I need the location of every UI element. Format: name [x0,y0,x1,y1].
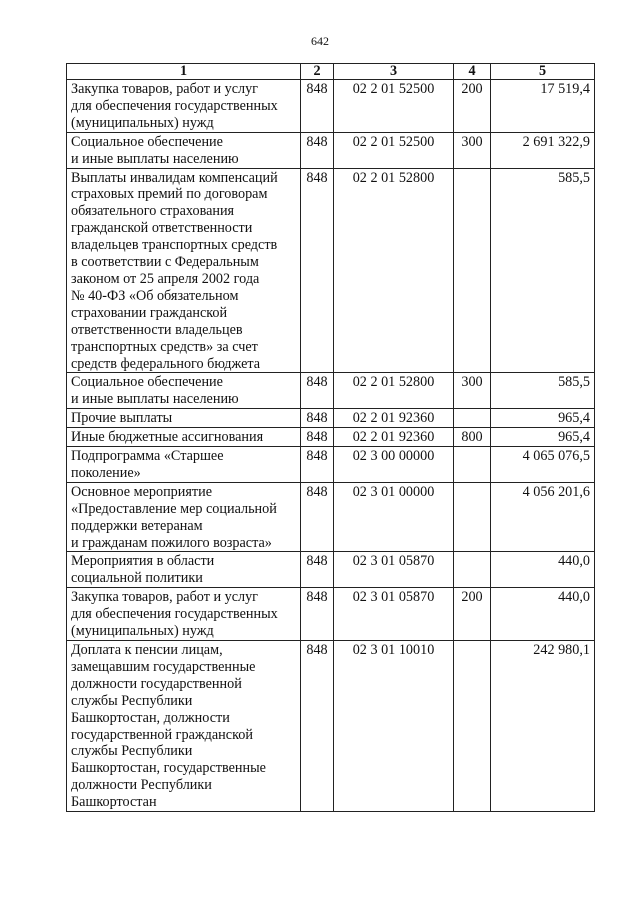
table-row [67,447,595,483]
row-vr: 200 [454,80,491,133]
column-header-name: 1 [67,64,301,80]
row-amount: 965,4 [491,409,595,428]
row-vr: 800 [454,428,491,447]
row-name: Мероприятия в области социальной политики [67,552,301,588]
row-csr: 02 2 01 52800 [334,168,454,373]
table-row [67,168,595,373]
column-header-vr: 4 [454,64,491,80]
row-vr [454,552,491,588]
row-name: Социальное обеспечение и иные выплаты населению [67,373,301,409]
row-amount: 4 056 201,6 [491,482,595,552]
row-csr: 02 2 01 52800 [334,373,454,409]
row-csr: 02 2 01 52500 [334,80,454,133]
row-grbs: 848 [301,373,334,409]
table-row [67,409,595,428]
row-name: Социальное обеспечение и иные выплаты населению [67,132,301,168]
row-grbs: 848 [301,588,334,641]
row-grbs: 848 [301,482,334,552]
row-grbs: 848 [301,168,334,373]
row-amount: 585,5 [491,373,595,409]
row-grbs: 848 [301,552,334,588]
row-amount: 440,0 [491,588,595,641]
row-vr: 200 [454,588,491,641]
row-grbs: 848 [301,428,334,447]
row-name: Закупка товаров, работ и услуг для обеспечения государственных (муниципальных) нужд [67,80,301,133]
table-row [67,482,595,552]
row-amount: 242 980,1 [491,641,595,812]
row-name: Иные бюджетные ассигнования [67,428,301,447]
row-vr [454,447,491,483]
row-amount: 2 691 322,9 [491,132,595,168]
column-header-amount: 5 [491,64,595,80]
row-csr: 02 3 01 00000 [334,482,454,552]
column-header-csr: 3 [334,64,454,80]
row-amount: 17 519,4 [491,80,595,133]
row-amount: 965,4 [491,428,595,447]
row-name: Выплаты инвалидам компенсаций страховых премий по договорам обязательного страхования гражданской ответственности владельцев транспортных средств в соответствии с Федеральным законом от 25 апреля 2002 года № 40-ФЗ «Об обязательном страховании гражданской ответственности владельцев транспортных средств» за счет средств федерального бюджета [67,168,301,373]
row-grbs: 848 [301,409,334,428]
row-vr: 300 [454,373,491,409]
table-row [67,80,595,133]
table-row [67,132,595,168]
row-vr [454,409,491,428]
row-name: Основное мероприятие «Предоставление мер социальной поддержки ветеранам и гражданам пожилого возраста» [67,482,301,552]
row-csr: 02 2 01 52500 [334,132,454,168]
page-number: 642 [311,34,329,48]
row-grbs: 848 [301,132,334,168]
row-amount: 4 065 076,5 [491,447,595,483]
row-csr: 02 2 01 92360 [334,428,454,447]
table-row [67,588,595,641]
row-amount: 585,5 [491,168,595,373]
row-vr [454,641,491,812]
table-row [67,428,595,447]
row-name: Доплата к пенсии лицам, замещавшим государственные должности государственной службы Республики Башкортостан, должности государственной гражданской службы Республики Башкортостан, государственные должности Республики Башкортостан [67,641,301,812]
row-csr: 02 3 01 05870 [334,552,454,588]
row-csr: 02 3 01 10010 [334,641,454,812]
table-row [67,641,595,812]
table-header-row [67,64,595,80]
row-grbs: 848 [301,641,334,812]
row-csr: 02 3 00 00000 [334,447,454,483]
budget-table [66,63,595,812]
row-grbs: 848 [301,80,334,133]
row-name: Закупка товаров, работ и услуг для обеспечения государственных (муниципальных) нужд [67,588,301,641]
row-vr [454,482,491,552]
row-csr: 02 3 01 05870 [334,588,454,641]
row-vr: 300 [454,132,491,168]
column-header-grbs: 2 [301,64,334,80]
row-name: Прочие выплаты [67,409,301,428]
table-row [67,373,595,409]
row-csr: 02 2 01 92360 [334,409,454,428]
row-vr [454,168,491,373]
table-row [67,552,595,588]
row-amount: 440,0 [491,552,595,588]
row-name: Подпрограмма «Старшее поколение» [67,447,301,483]
row-grbs: 848 [301,447,334,483]
